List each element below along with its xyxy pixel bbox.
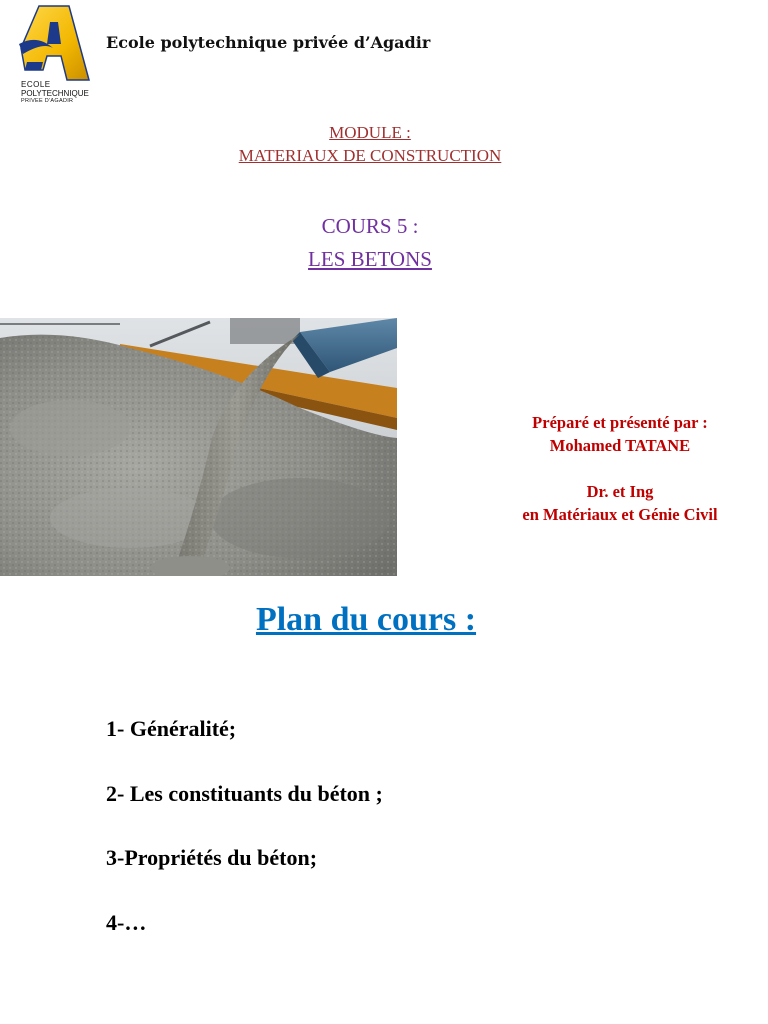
logo-caption — [21, 81, 93, 105]
plan-title: Plan du cours : — [255, 601, 477, 638]
course-title: LES BETONS — [308, 247, 432, 271]
author-name: Mohamed TATANE — [549, 436, 691, 455]
school-logo — [17, 4, 91, 110]
module-heading — [0, 121, 740, 167]
spacer — [500, 457, 740, 480]
logo-text-line: ECOLE — [21, 80, 51, 89]
author-info — [500, 411, 740, 526]
course-number: COURS 5 : — [321, 214, 419, 238]
module-label: MODULE : — [329, 123, 411, 142]
school-name: Ecole polytechnique privée d’Agadir — [106, 33, 431, 52]
logo-text-line: PRIVEE D'AGADIR — [21, 98, 74, 104]
plan-item: 2- Les constituants du béton ; — [106, 780, 383, 806]
author-field: en Matériaux et Génie Civil — [522, 505, 718, 524]
plan-item: 4-… — [106, 909, 147, 935]
author-degree: Dr. et Ing — [586, 482, 654, 501]
logo-text-line: POLYTECHNIQUE — [21, 89, 89, 98]
logo-emblem-icon — [17, 4, 91, 82]
prepared-by-label: Préparé et présenté par : — [532, 413, 708, 432]
concrete-pour-photo — [0, 318, 397, 576]
plan-item: 1- Généralité; — [106, 716, 237, 741]
module-title: MATERIAUX DE CONSTRUCTION — [238, 146, 502, 165]
plan-item: 3-Propriétés du béton; — [106, 845, 318, 870]
plan-list — [106, 713, 383, 971]
course-heading — [0, 210, 740, 276]
